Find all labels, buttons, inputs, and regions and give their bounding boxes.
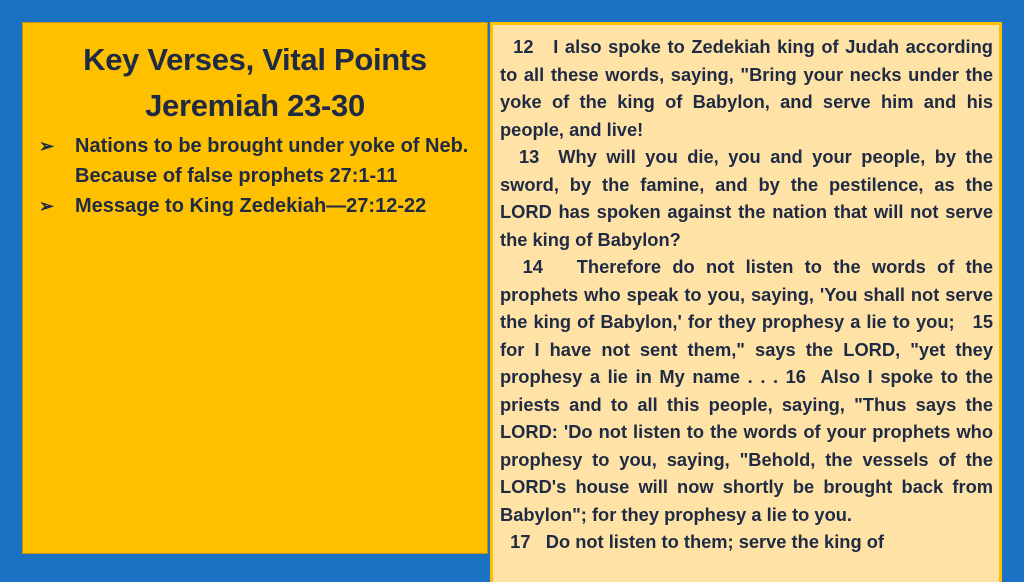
bullet-text: Nations to be brought under yoke of Neb. Because of false prophets 27:1-11 (75, 135, 469, 187)
scripture-panel (490, 22, 1002, 582)
bullet-list (23, 131, 487, 221)
bullet-item-zedekiah (23, 191, 487, 221)
arrow-bullet-icon: ➢ (39, 196, 55, 216)
slide-title (23, 37, 487, 129)
arrow-bullet-icon: ➢ (39, 136, 55, 156)
title-line-1: Key Verses, Vital Points (83, 42, 427, 77)
key-points-panel (22, 22, 488, 554)
title-line-2: Jeremiah 23-30 (145, 88, 365, 123)
bullet-item-nations (23, 131, 487, 191)
scripture-passage: 12 I also spoke to Zedekiah king of Judah according to all these words, saying, "Bring your necks under the yoke of the king of Babylon, and serve him and his people, and live! 13 Why will you die, you and your people, by the sword, by the famine, and by the pestilence, as the LORD has spoken against the nation that will not serve the king of Babylon? 14 Therefore do not listen to the words of the prophets who speak to you, saying, 'You shall not serve the king of Babylon,' for they prophesy a lie to you; 15 for I have not sent them," says the LORD, "yet they prophesy a lie in My name . . . 16 Also I spoke to the priests and to all this people, saying, "Thus says the LORD: 'Do not listen to the words of your prophets who prophesy to you, saying, "Behold, the vessels of the LORD's house will now shortly be brought back from Babylon"; for they prophesy a lie to you. 17 Do not listen to them; serve the king of (500, 36, 993, 552)
bullet-text: Message to King Zedekiah—27:12-22 (75, 195, 427, 217)
